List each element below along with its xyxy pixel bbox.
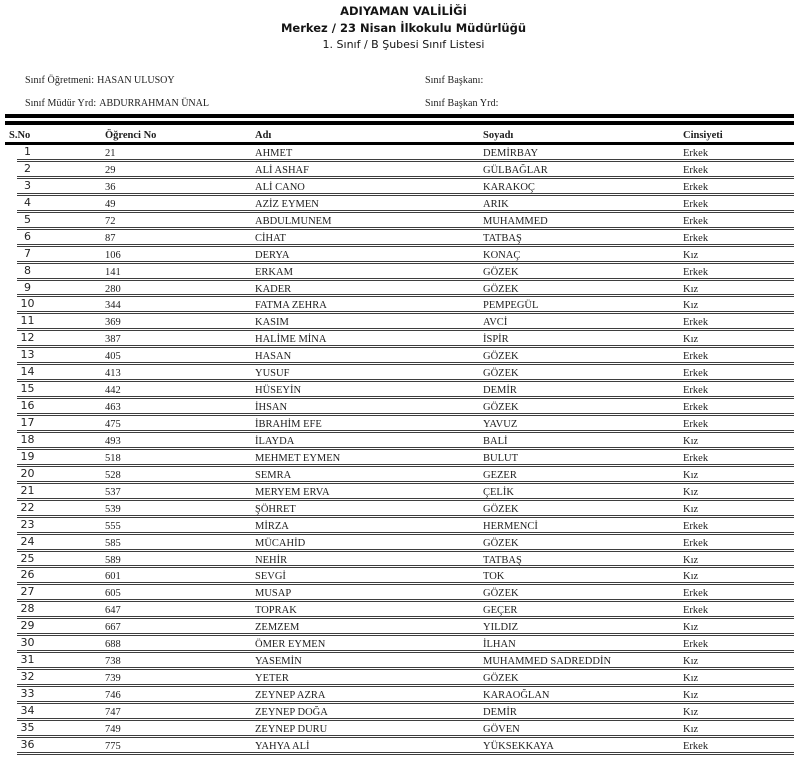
document-subtitle: Merkez / 23 Nisan İlkokulu Müdürlüğü <box>280 21 527 35</box>
cell-soyadi: GÖZEK <box>483 402 519 414</box>
cell-cinsiyeti: Erkek <box>683 317 709 329</box>
cell-ogrenci-no: 49 <box>105 198 116 210</box>
cell-adi: İLAYDA <box>255 435 295 447</box>
cell-cinsiyeti: Erkek <box>683 740 709 752</box>
cell-adi: YASEMİN <box>255 656 302 668</box>
table-row <box>5 264 794 281</box>
cell-soyadi: YÜKSEKKAYA <box>483 740 554 752</box>
column-header-adi: Adı <box>255 130 272 141</box>
cell-ogrenci-no: 528 <box>105 469 121 481</box>
cell-soyadi: MUHAMMED SADREDDİN <box>483 656 612 668</box>
cell-adi: HÜSEYİN <box>255 385 302 397</box>
cell-ogrenci-no: 738 <box>105 656 121 668</box>
cell-adi: HALİME MİNA <box>255 334 327 346</box>
cell-soyadi: KONAÇ <box>483 249 521 261</box>
table-row <box>5 518 794 535</box>
cell-adi: AZİZ EYMEN <box>255 198 319 210</box>
cell-ogrenci-no: 36 <box>105 181 116 193</box>
cell-cinsiyeti: Erkek <box>683 232 709 244</box>
cell-soyadi: DEMİR <box>483 706 517 718</box>
cell-cinsiyeti: Erkek <box>683 148 709 159</box>
table-row <box>5 213 794 230</box>
cell-cinsiyeti: Kız <box>683 723 699 735</box>
cell-cinsiyeti: Erkek <box>683 605 709 617</box>
student-table <box>5 127 794 755</box>
cell-soyadi: TOK <box>483 571 505 583</box>
teacher-name: HASAN ULUSOY <box>97 75 175 86</box>
section-divider <box>5 114 794 125</box>
cell-sno: 26 <box>20 568 35 582</box>
cell-cinsiyeti: Erkek <box>683 164 709 176</box>
cell-ogrenci-no: 72 <box>105 215 116 227</box>
table-row <box>5 145 794 162</box>
table-row <box>5 501 794 518</box>
cell-ogrenci-no: 141 <box>105 266 121 278</box>
table-row <box>5 568 794 585</box>
cell-adi: MERYEM ERVA <box>255 486 330 498</box>
cell-adi: TOPRAK <box>255 605 297 617</box>
column-header-soyadi: Soyadı <box>483 130 514 141</box>
cell-ogrenci-no: 585 <box>105 537 121 549</box>
cell-soyadi: İLHAN <box>483 639 516 651</box>
cell-adi: ÖMER EYMEN <box>255 639 326 651</box>
cell-ogrenci-no: 746 <box>105 690 121 701</box>
cell-sno: 33 <box>20 687 35 700</box>
cell-sno: 34 <box>20 703 35 717</box>
cell-sno: 6 <box>24 229 31 243</box>
table-row <box>5 416 794 433</box>
cell-cinsiyeti: Kız <box>683 706 699 718</box>
table-row <box>5 297 794 314</box>
cell-adi: MİRZA <box>255 520 289 532</box>
table-header-row <box>5 127 794 145</box>
cell-adi: ZEYNEP AZRA <box>255 690 326 701</box>
cell-soyadi: DEMİR <box>483 385 517 397</box>
cell-ogrenci-no: 688 <box>105 639 121 651</box>
table-row <box>5 179 794 196</box>
cell-sno: 28 <box>20 602 35 616</box>
cell-ogrenci-no: 405 <box>105 351 121 363</box>
table-row <box>5 687 794 704</box>
cell-cinsiyeti: Erkek <box>683 385 709 397</box>
cell-cinsiyeti: Kız <box>683 554 699 566</box>
cell-cinsiyeti: Kız <box>683 486 699 498</box>
cell-ogrenci-no: 280 <box>105 283 121 295</box>
cell-soyadi: GÖZEK <box>483 588 519 600</box>
table-row <box>5 382 794 399</box>
class-president-label: Sınıf Başkanı: <box>425 75 484 86</box>
cell-sno: 35 <box>20 720 35 734</box>
table-row <box>5 331 794 348</box>
table-row <box>5 247 794 264</box>
cell-cinsiyeti: Kız <box>683 283 699 295</box>
cell-soyadi: GÖVEN <box>483 723 520 735</box>
cell-sno: 15 <box>20 382 35 396</box>
cell-soyadi: AVCİ <box>483 317 508 329</box>
cell-cinsiyeti: Kız <box>683 300 699 312</box>
cell-ogrenci-no: 667 <box>105 622 121 634</box>
column-header-cinsiyeti: Cinsiyeti <box>683 130 723 141</box>
cell-ogrenci-no: 493 <box>105 435 121 447</box>
cell-soyadi: GÖZEK <box>483 503 519 515</box>
cell-sno: 8 <box>24 263 31 277</box>
cell-ogrenci-no: 749 <box>105 723 121 735</box>
cell-soyadi: GÖZEK <box>483 266 519 278</box>
table-row <box>5 704 794 721</box>
table-body <box>5 145 794 755</box>
cell-sno: 23 <box>20 517 35 531</box>
cell-cinsiyeti: Erkek <box>683 351 709 363</box>
cell-soyadi: DEMİRBAY <box>483 148 539 159</box>
cell-cinsiyeti: Erkek <box>683 452 709 464</box>
cell-soyadi: İSPİR <box>483 334 509 346</box>
table-row <box>5 738 794 755</box>
table-row <box>5 365 794 382</box>
cell-cinsiyeti: Kız <box>683 469 699 481</box>
table-row <box>5 484 794 501</box>
cell-ogrenci-no: 589 <box>105 554 121 566</box>
cell-soyadi: GÖZEK <box>483 537 519 549</box>
cell-soyadi: KARAKOÇ <box>483 181 535 193</box>
table-row <box>5 721 794 738</box>
cell-soyadi: TATBAŞ <box>483 554 522 566</box>
cell-cinsiyeti: Erkek <box>683 537 709 549</box>
cell-sno: 4 <box>24 195 31 209</box>
cell-adi: CİHAT <box>255 232 286 244</box>
cell-ogrenci-no: 518 <box>105 452 121 464</box>
cell-cinsiyeti: Kız <box>683 503 699 515</box>
cell-soyadi: BULUT <box>483 452 518 464</box>
cell-ogrenci-no: 555 <box>105 520 121 532</box>
deputy-principal-name: ABDURRAHMAN ÜNAL <box>99 98 209 109</box>
cell-adi: KADER <box>255 283 292 295</box>
table-row <box>5 433 794 450</box>
cell-adi: YUSUF <box>255 368 290 380</box>
cell-sno: 29 <box>20 619 35 633</box>
cell-soyadi: HERMENCİ <box>483 520 538 532</box>
cell-sno: 14 <box>20 365 35 379</box>
cell-soyadi: GÖZEK <box>483 673 519 685</box>
cell-sno: 11 <box>20 314 35 328</box>
cell-adi: ZEYNEP DOĞA <box>255 706 328 718</box>
cell-cinsiyeti: Kız <box>683 656 699 668</box>
cell-adi: ŞÖHRET <box>255 503 296 515</box>
cell-soyadi: BALİ <box>483 435 508 447</box>
cell-sno: 5 <box>24 212 31 226</box>
cell-adi: YETER <box>255 673 289 685</box>
cell-adi: MUSAP <box>255 588 292 600</box>
table-row <box>5 619 794 636</box>
cell-ogrenci-no: 387 <box>105 334 121 346</box>
cell-adi: HASAN <box>255 351 292 363</box>
cell-cinsiyeti: Erkek <box>683 181 709 193</box>
cell-sno: 13 <box>20 348 35 362</box>
cell-sno: 18 <box>20 432 35 446</box>
cell-cinsiyeti: Erkek <box>683 368 709 380</box>
table-row <box>5 348 794 365</box>
cell-sno: 32 <box>20 670 35 684</box>
cell-soyadi: ARIK <box>483 198 509 210</box>
cell-cinsiyeti: Erkek <box>683 215 709 227</box>
table-row <box>5 399 794 416</box>
document-header <box>0 3 807 53</box>
document-title: ADIYAMAN VALİLİĞİ <box>340 4 467 18</box>
cell-sno: 16 <box>20 399 35 413</box>
table-row <box>5 450 794 467</box>
cell-soyadi: ÇELİK <box>483 486 514 498</box>
cell-ogrenci-no: 747 <box>105 706 121 718</box>
cell-sno: 24 <box>20 534 35 548</box>
table-row <box>5 467 794 484</box>
table-row <box>5 653 794 670</box>
cell-sno: 2 <box>24 161 31 175</box>
table-row <box>5 281 794 298</box>
table-row <box>5 636 794 653</box>
cell-adi: DERYA <box>255 249 290 261</box>
cell-adi: İHSAN <box>255 402 288 414</box>
cell-ogrenci-no: 739 <box>105 673 121 685</box>
teacher-label: Sınıf Öğretmeni: <box>25 75 95 86</box>
cell-sno: 19 <box>20 449 35 463</box>
cell-ogrenci-no: 463 <box>105 402 121 414</box>
cell-soyadi: GÖZEK <box>483 283 519 295</box>
cell-soyadi: GÜLBAĞLAR <box>483 164 548 176</box>
table-row <box>5 314 794 331</box>
cell-sno: 10 <box>20 297 35 311</box>
cell-sno: 9 <box>24 280 31 294</box>
cell-sno: 20 <box>20 466 35 480</box>
table-row <box>5 196 794 213</box>
table-row <box>5 162 794 179</box>
cell-ogrenci-no: 647 <box>105 605 121 617</box>
table-row <box>5 535 794 552</box>
cell-ogrenci-no: 475 <box>105 419 121 430</box>
cell-sno: 1 <box>24 145 31 158</box>
cell-soyadi: TATBAŞ <box>483 232 522 244</box>
cell-cinsiyeti: Erkek <box>683 198 709 210</box>
table-row <box>5 552 794 569</box>
cell-cinsiyeti: Kız <box>683 622 699 634</box>
cell-adi: FATMA ZEHRA <box>255 300 327 312</box>
cell-ogrenci-no: 29 <box>105 164 116 176</box>
cell-sno: 17 <box>20 416 35 429</box>
cell-ogrenci-no: 442 <box>105 385 121 397</box>
cell-cinsiyeti: Erkek <box>683 520 709 532</box>
cell-sno: 22 <box>20 500 35 514</box>
column-header-ogrenci-no: Öğrenci No <box>105 130 157 141</box>
cell-sno: 30 <box>20 636 35 650</box>
cell-soyadi: YAVUZ <box>483 419 518 430</box>
cell-soyadi: GÖZEK <box>483 351 519 363</box>
cell-ogrenci-no: 539 <box>105 503 121 515</box>
cell-sno: 31 <box>20 653 35 667</box>
cell-sno: 27 <box>20 585 35 599</box>
cell-ogrenci-no: 605 <box>105 588 121 600</box>
cell-sno: 3 <box>24 178 31 192</box>
cell-cinsiyeti: Erkek <box>683 639 709 651</box>
cell-adi: SEMRA <box>255 469 292 481</box>
cell-ogrenci-no: 369 <box>105 317 121 329</box>
cell-adi: SEVGİ <box>255 571 286 583</box>
cell-sno: 21 <box>20 483 35 497</box>
deputy-principal-label: Sınıf Müdür Yrd: <box>25 98 97 109</box>
cell-adi: ALİ CANO <box>255 181 305 193</box>
cell-cinsiyeti: Kız <box>683 334 699 346</box>
cell-cinsiyeti: Erkek <box>683 419 709 430</box>
cell-adi: ABDULMUNEM <box>255 215 332 227</box>
cell-adi: ERKAM <box>255 266 293 278</box>
cell-ogrenci-no: 413 <box>105 368 121 380</box>
cell-cinsiyeti: Kız <box>683 249 699 261</box>
cell-sno: 7 <box>24 246 31 260</box>
table-row <box>5 602 794 619</box>
cell-soyadi: MUHAMMED <box>483 215 548 227</box>
cell-cinsiyeti: Kız <box>683 690 699 701</box>
cell-ogrenci-no: 601 <box>105 571 121 583</box>
cell-adi: KASIM <box>255 317 289 329</box>
cell-ogrenci-no: 87 <box>105 232 116 244</box>
cell-soyadi: GEZER <box>483 469 517 481</box>
cell-soyadi: GEÇER <box>483 605 518 617</box>
cell-ogrenci-no: 21 <box>105 148 116 159</box>
cell-sno: 25 <box>20 551 35 565</box>
table-row <box>5 230 794 247</box>
cell-adi: ZEYNEP DURU <box>255 723 328 735</box>
cell-soyadi: YILDIZ <box>483 622 518 634</box>
cell-soyadi: KARAOĞLAN <box>483 690 550 701</box>
cell-adi: ALİ ASHAF <box>255 164 309 176</box>
column-header-sno: S.No <box>9 130 31 141</box>
cell-adi: İBRAHİM EFE <box>255 419 322 430</box>
cell-adi: MÜCAHİD <box>255 537 306 549</box>
class-president-field <box>425 75 797 98</box>
cell-cinsiyeti: Erkek <box>683 266 709 278</box>
table-row <box>5 670 794 687</box>
cell-cinsiyeti: Erkek <box>683 402 709 414</box>
cell-ogrenci-no: 344 <box>105 300 121 312</box>
cell-ogrenci-no: 537 <box>105 486 121 498</box>
cell-soyadi: GÖZEK <box>483 368 519 380</box>
cell-cinsiyeti: Kız <box>683 571 699 583</box>
cell-cinsiyeti: Kız <box>683 673 699 685</box>
cell-adi: MEHMET EYMEN <box>255 452 341 464</box>
cell-cinsiyeti: Kız <box>683 435 699 447</box>
cell-sno: 12 <box>20 331 35 345</box>
cell-adi: YAHYA ALİ <box>255 740 310 752</box>
class-vice-president-label: Sınıf Başkan Yrd: <box>425 98 499 109</box>
list-title: 1. Sınıf / B Şubesi Sınıf Listesi <box>322 38 485 51</box>
cell-sno: 36 <box>20 737 35 751</box>
teacher-field <box>25 75 425 98</box>
info-row <box>25 75 797 98</box>
cell-ogrenci-no: 106 <box>105 249 121 261</box>
cell-ogrenci-no: 775 <box>105 740 121 752</box>
cell-adi: NEHİR <box>255 554 288 566</box>
cell-adi: AHMET <box>255 148 293 159</box>
cell-soyadi: PEMPEGÜL <box>483 300 539 312</box>
cell-adi: ZEMZEM <box>255 622 300 634</box>
cell-cinsiyeti: Erkek <box>683 588 709 600</box>
table-row <box>5 585 794 602</box>
